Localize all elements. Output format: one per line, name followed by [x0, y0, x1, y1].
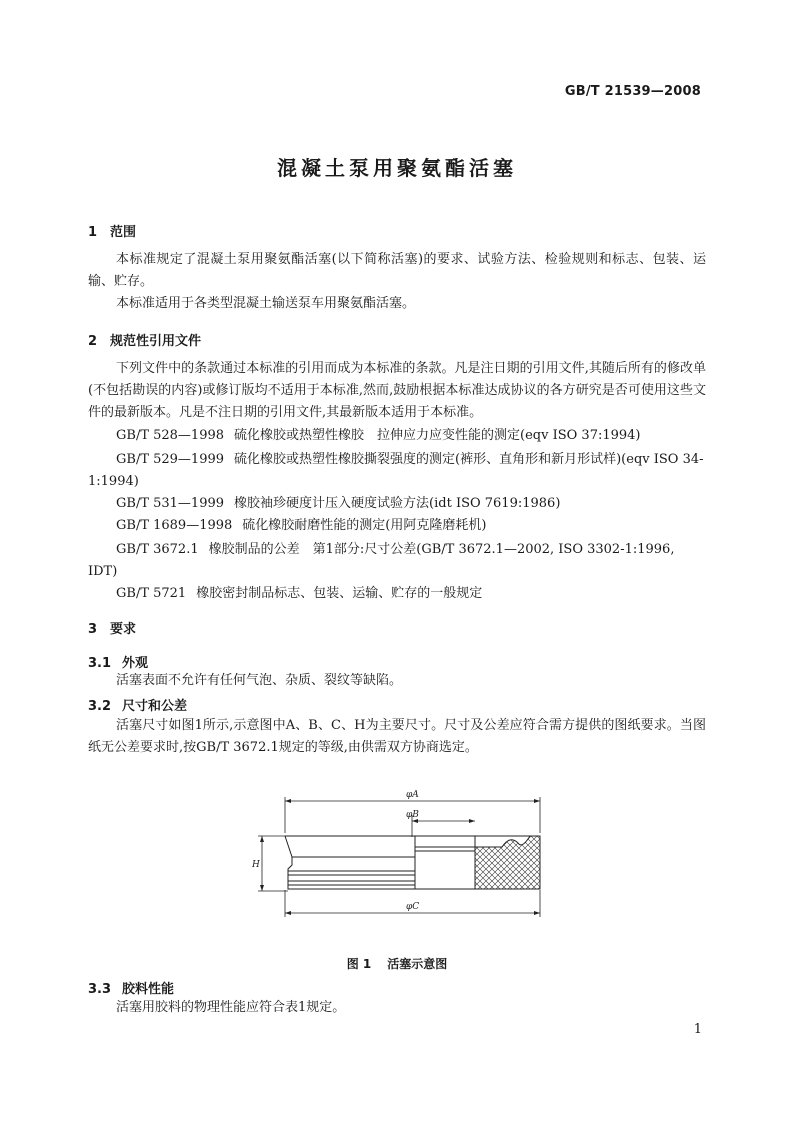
section-number: 3: [88, 622, 98, 637]
reference-code: GB/T 531—1999: [116, 496, 225, 511]
reference-title: 橡胶制品的公差 第1部分:尺寸公差(GB/T 3672.1—2002, ISO 3302-1:1996, IDT): [88, 542, 675, 579]
section-3-1-heading: [88, 652, 148, 671]
section-3-2-paragraph: 活塞尺寸如图1所示,示意图中A、B、C、H为主要尺寸。尺寸及公差应符合需方提供的图纸要求。当图纸无公差要求时,按GB/T 3672.1规定的等级,由供需双方协商选定。: [88, 718, 706, 755]
label-h: H: [252, 860, 260, 870]
piston-diagram: [240, 785, 560, 925]
section-3-2-heading: [88, 695, 187, 714]
section-title: 尺寸和公差: [122, 699, 188, 714]
section-title: 要求: [110, 622, 137, 637]
figure-number: 图 1: [346, 957, 372, 971]
reference-code: GB/T 3672.1: [116, 542, 199, 557]
reference-item: [88, 539, 706, 583]
piston-cross-section: [475, 836, 540, 889]
section-1-paragraph-1: 本标准规定了混凝土泵用聚氨酯活塞(以下简称活塞)的要求、试验方法、检验规则和标志、包装、运输、贮存。: [88, 252, 706, 289]
section-title: 外观: [122, 656, 149, 671]
section-1-paragraph-2: 本标准适用于各类型混凝土输送泵车用聚氨酯活塞。: [116, 296, 416, 311]
reference-title: 硫化橡胶耐磨性能的测定(用阿克隆磨耗机): [242, 518, 487, 533]
reference-code: GB/T 1689—1998: [116, 518, 233, 533]
section-number: 1: [88, 225, 98, 240]
label-phi-c: φC: [406, 902, 420, 912]
section-2-heading: [88, 330, 201, 349]
figure-title: 活塞示意图: [387, 957, 448, 971]
reference-code: GB/T 5721: [116, 586, 187, 601]
reference-title: 硫化橡胶或热塑性橡胶 拉伸应力应变性能的测定(eqv ISO 37:1994): [234, 428, 641, 443]
reference-code: GB/T 529—1999: [116, 452, 225, 467]
page-number: 1: [693, 1022, 702, 1037]
reference-item: [88, 583, 706, 605]
reference-title: 橡胶密封制品标志、包装、运输、贮存的一般规定: [196, 586, 483, 601]
section-1-heading: [88, 221, 136, 240]
section-number: 3.1: [88, 656, 112, 671]
standard-code: GB/T 21539—2008: [564, 84, 701, 99]
section-3-1-paragraph: 活塞表面不允许有任何气泡、杂质、裂纹等缺陷。: [116, 673, 403, 688]
section-title: 范围: [110, 225, 137, 240]
section-title: 胶料性能: [122, 982, 175, 997]
reference-title: 橡胶袖珍硬度计压入硬度试验方法(idt ISO 7619:1986): [234, 496, 561, 511]
section-2-paragraph: 下列文件中的条款通过本标准的引用而成为本标准的条款。凡是注日期的引用文件,其随后所有的修改单(不包括勘误的内容)或修订版均不适用于本标准,然而,鼓励根据本标准达成协议的各方研究是否可使用这些文件的最新版本。凡是不注日期的引用文件,其最新版本适用于本标准。: [88, 361, 706, 420]
label-phi-b: φB: [406, 810, 419, 820]
reference-code: GB/T 528—1998: [116, 428, 225, 443]
section-3-heading: [88, 618, 136, 637]
reference-item: [88, 493, 706, 515]
section-number: 3.3: [88, 982, 112, 997]
section-number: 2: [88, 334, 98, 349]
section-number: 3.2: [88, 699, 112, 714]
section-3-3-heading: [88, 978, 174, 997]
reference-item: [88, 449, 706, 493]
reference-item: [88, 425, 706, 447]
section-title: 规范性引用文件: [110, 334, 202, 349]
reference-item: [88, 515, 706, 537]
section-3-3-paragraph: 活塞用胶料的物理性能应符合表1规定。: [116, 1000, 346, 1015]
figure-caption: [0, 955, 794, 972]
label-phi-a: φA: [406, 790, 419, 800]
reference-title: 硫化橡胶或热塑性橡胶撕裂强度的测定(裤形、直角形和新月形试样)(eqv ISO 34-1:1994): [88, 452, 704, 489]
document-title: 混凝土泵用聚氨酯活塞: [277, 156, 517, 180]
